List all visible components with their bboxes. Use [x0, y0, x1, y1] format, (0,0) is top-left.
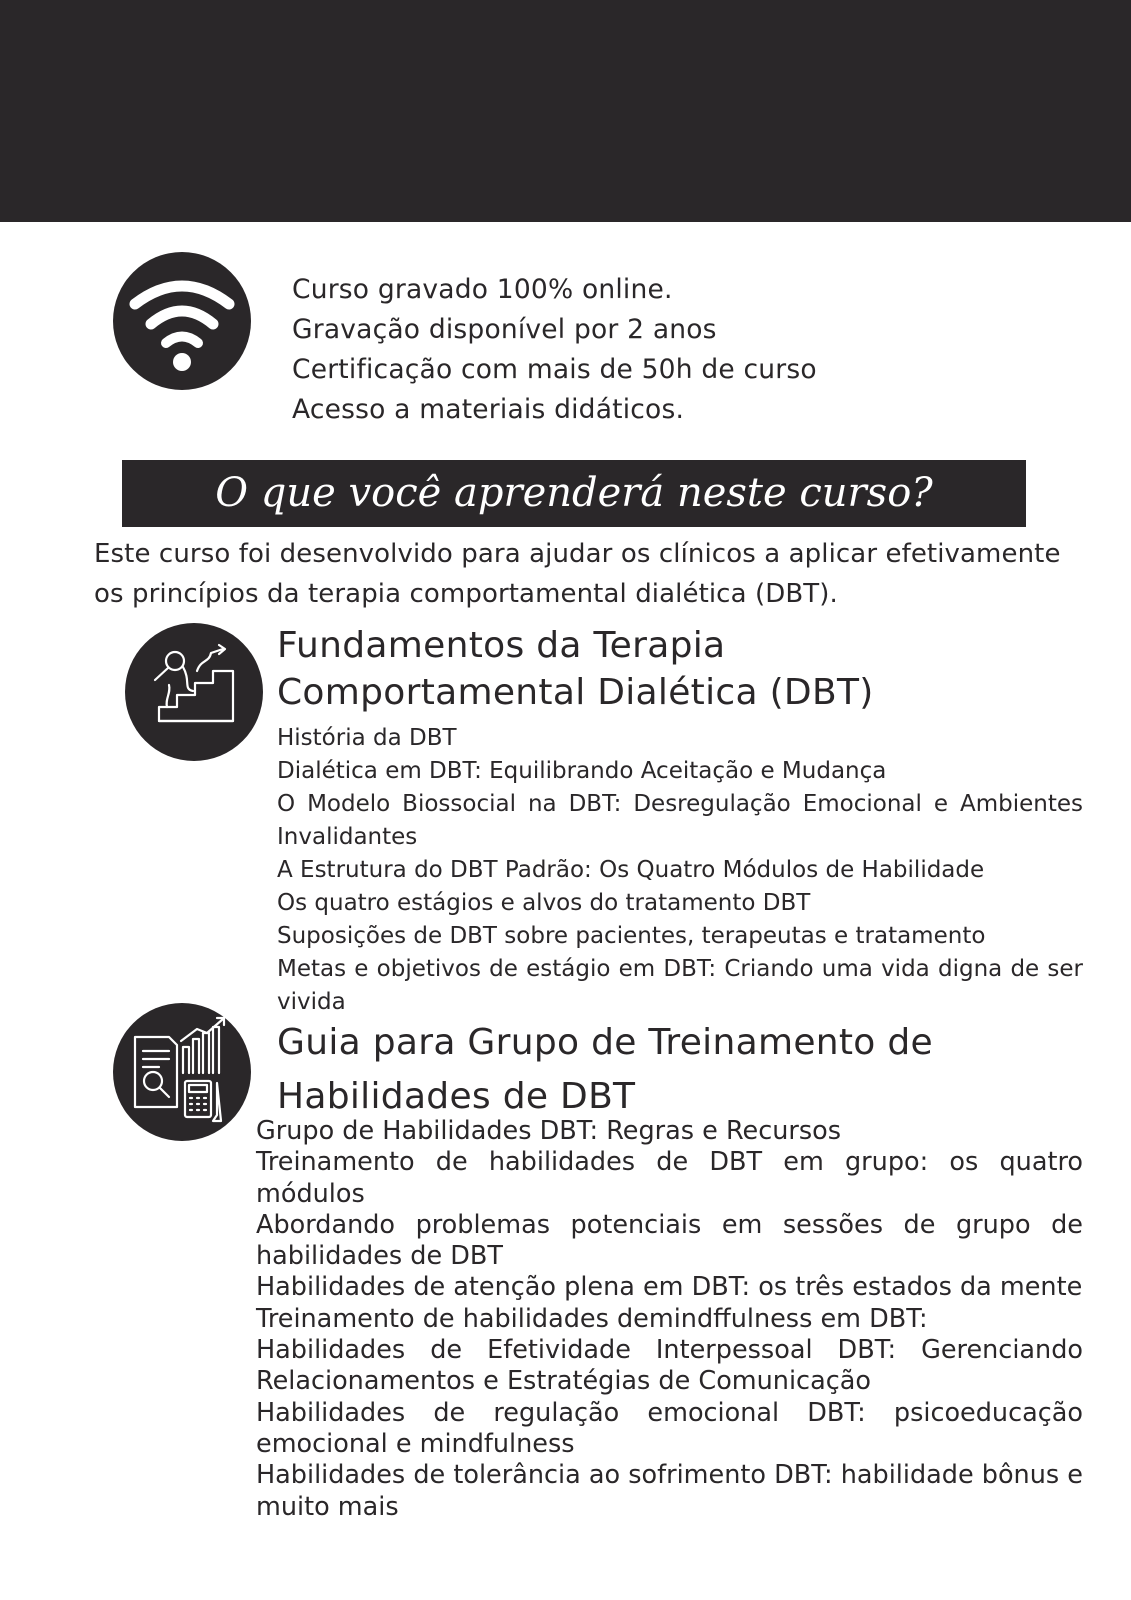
list-item: Habilidades de regulação emocional DBT: psicoeducação emocional e mindfulness	[256, 1397, 1083, 1459]
list-item: Metas e objetivos de estágio em DBT: Criando uma vida digna de ser vivida	[277, 956, 1083, 1015]
feature-item: Acesso a materiais didáticos.	[292, 394, 685, 425]
wifi-icon	[113, 252, 251, 390]
course-features-list	[292, 270, 817, 430]
list-item: Treinamento de habilidades demindffulness em DBT:	[256, 1303, 928, 1334]
report-analysis-icon	[113, 1003, 251, 1141]
list-item: Habilidades de atenção plena em DBT: os três estados da mente	[256, 1272, 1083, 1303]
intro-line: Este curso foi desenvolvido para ajudar os clínicos a aplicar efetivamente	[94, 539, 1061, 569]
list-item: O Modelo Biossocial na DBT: Desregulação Emocional e Ambientes Invalidantes	[277, 791, 1083, 850]
list-item: Habilidades de Efetividade Interpessoal DBT: Gerenciando Relacionamentos e Estratégias de Comunicação	[256, 1335, 1083, 1397]
list-item: Os quatro estágios e alvos do tratamento DBT	[277, 890, 811, 916]
header-dark-band	[0, 0, 1131, 222]
section-title-guia: Guia para Grupo de Treinamento de Habilidades de DBT	[277, 1022, 933, 1117]
section-banner	[122, 460, 1026, 527]
intro-line: os princípios da terapia comportamental dialética (DBT).	[94, 579, 838, 609]
list-item: Abordando problemas potenciais em sessões de grupo de habilidades de DBT	[256, 1209, 1083, 1272]
list-item: Habilidades de tolerância ao sofrimento DBT: habilidade bônus e muito mais	[256, 1460, 1083, 1522]
list-item: Grupo de Habilidades DBT: Regras e Recursos	[256, 1116, 842, 1146]
topics-list-guia	[256, 1116, 1083, 1523]
intro-paragraph	[94, 534, 1129, 614]
section-title-fundamentos: Fundamentos da Terapia Comportamental Dialética (DBT)	[277, 625, 874, 713]
banner-title: O que você aprenderá neste curso?	[215, 470, 933, 516]
list-item: Treinamento de habilidades de DBT em grupo: os quatro módulos	[256, 1147, 1083, 1209]
feature-item: Gravação disponível por 2 anos	[292, 314, 717, 345]
list-item: História da DBT	[277, 725, 457, 751]
topics-list-fundamentos	[277, 722, 1083, 1019]
list-item: Suposições de DBT sobre pacientes, terapeutas e tratamento	[277, 923, 986, 949]
feature-item: Curso gravado 100% online.	[292, 274, 673, 305]
feature-item: Certificação com mais de 50h de curso	[292, 354, 817, 385]
list-item: A Estrutura do DBT Padrão: Os Quatro Módulos de Habilidade	[277, 857, 985, 883]
staircase-growth-icon	[125, 623, 263, 761]
list-item: Dialética em DBT: Equilibrando Aceitação e Mudança	[277, 758, 887, 784]
